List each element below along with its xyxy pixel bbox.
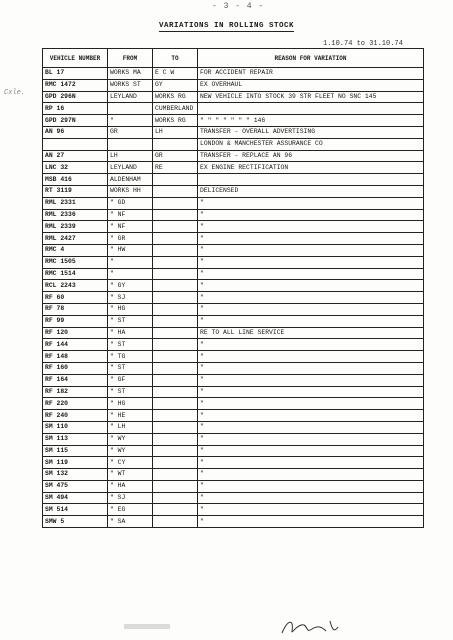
cell-to: WORKS RG	[153, 115, 198, 127]
cell-from: " GY	[108, 280, 153, 292]
cell-from: WORKS HH	[108, 185, 153, 197]
table-row	[43, 410, 424, 422]
table-row	[43, 327, 424, 339]
cell-to	[153, 445, 198, 457]
table-row	[43, 339, 424, 351]
table-row	[43, 492, 424, 504]
cell-reason: "	[198, 268, 424, 280]
table-row	[43, 504, 424, 516]
cell-reason: "	[198, 516, 424, 528]
cell-to	[153, 351, 198, 363]
cell-from: " HA	[108, 327, 153, 339]
cell-to	[153, 315, 198, 327]
cell-from: " HE	[108, 410, 153, 422]
cell-vehicle: RF 99	[43, 315, 108, 327]
cell-from: " NF	[108, 221, 153, 233]
cell-from: " HA	[108, 480, 153, 492]
table-row	[43, 398, 424, 410]
cell-vehicle: RMC 1505	[43, 256, 108, 268]
cell-reason: "	[198, 445, 424, 457]
cell-vehicle: SMW 5	[43, 516, 108, 528]
cell-vehicle: RMC 4	[43, 244, 108, 256]
cell-vehicle: RF 148	[43, 351, 108, 363]
table-row	[43, 185, 424, 197]
cell-vehicle	[43, 138, 108, 150]
header-from: FROM	[108, 49, 153, 68]
header-to: TO	[153, 49, 198, 68]
table-body	[43, 68, 424, 528]
cell-reason: DELICENSED	[198, 185, 424, 197]
cell-from: " WY	[108, 445, 153, 457]
table-row	[43, 68, 424, 80]
header-reason: REASON FOR VARIATION	[198, 49, 424, 68]
table-row	[43, 126, 424, 138]
cell-from: " HG	[108, 398, 153, 410]
cell-to	[153, 398, 198, 410]
cell-reason: "	[198, 256, 424, 268]
margin-note: Cxle.	[4, 89, 26, 97]
cell-vehicle: RT 3119	[43, 185, 108, 197]
cell-to: GY	[153, 79, 198, 91]
cell-vehicle: SM 132	[43, 469, 108, 481]
cell-to	[153, 327, 198, 339]
cell-from: WORKS MA	[108, 68, 153, 80]
cell-vehicle: GPD 297N	[43, 115, 108, 127]
cell-vehicle: LNC 32	[43, 162, 108, 174]
cell-vehicle: RF 144	[43, 339, 108, 351]
cell-vehicle: SM 113	[43, 433, 108, 445]
cell-vehicle: RF 160	[43, 362, 108, 374]
cell-from: " TG	[108, 351, 153, 363]
cell-to	[153, 303, 198, 315]
cell-reason: "	[198, 457, 424, 469]
cell-from: " GD	[108, 197, 153, 209]
table-row	[43, 516, 424, 528]
cell-vehicle: AN 96	[43, 126, 108, 138]
cell-vehicle: RF 120	[43, 327, 108, 339]
cell-vehicle: SM 494	[43, 492, 108, 504]
cell-to	[153, 469, 198, 481]
cell-reason: "	[198, 197, 424, 209]
cell-to	[153, 185, 198, 197]
cell-to	[153, 209, 198, 221]
table-row	[43, 91, 424, 103]
cell-vehicle: RCL 2243	[43, 280, 108, 292]
table-row	[43, 174, 424, 186]
cell-vehicle: SM 475	[43, 480, 108, 492]
cell-reason: "	[198, 362, 424, 374]
cell-vehicle: RF 220	[43, 398, 108, 410]
cell-vehicle: RMC 1472	[43, 79, 108, 91]
cell-to	[153, 339, 198, 351]
cell-to	[153, 386, 198, 398]
cell-from: " SA	[108, 516, 153, 528]
table-row	[43, 268, 424, 280]
cell-vehicle: RML 2427	[43, 233, 108, 245]
cell-to: LH	[153, 126, 198, 138]
cell-to: E C W	[153, 68, 198, 80]
cell-to	[153, 480, 198, 492]
cell-to	[153, 197, 198, 209]
cell-from: " NF	[108, 209, 153, 221]
cell-from: "	[108, 268, 153, 280]
table-row	[43, 457, 424, 469]
cell-reason: "	[198, 280, 424, 292]
table-row	[43, 162, 424, 174]
table-row	[43, 351, 424, 363]
cell-reason: "	[198, 504, 424, 516]
table-row	[43, 197, 424, 209]
cell-reason	[198, 103, 424, 115]
cell-vehicle: RML 2331	[43, 197, 108, 209]
cell-reason: "	[198, 480, 424, 492]
date-range: 1.10.74 to 31.10.74	[323, 40, 403, 48]
table-row	[43, 138, 424, 150]
cell-vehicle: AN 27	[43, 150, 108, 162]
cell-reason: EX OVERHAUL	[198, 79, 424, 91]
cell-reason: "	[198, 292, 424, 304]
cell-to	[153, 433, 198, 445]
table-row	[43, 303, 424, 315]
cell-reason: NEW VEHICLE INTO STOCK 39 STR FLEET NO SNC 145	[198, 91, 424, 103]
cell-reason: EX ENGINE RECTIFICATION	[198, 162, 424, 174]
cell-from: " ST	[108, 339, 153, 351]
table-header-row	[43, 49, 424, 68]
cell-reason: "	[198, 351, 424, 363]
cell-from: " GF	[108, 374, 153, 386]
cell-to	[153, 292, 198, 304]
cell-vehicle: RF 182	[43, 386, 108, 398]
cell-from	[108, 138, 153, 150]
cell-vehicle: RP 16	[43, 103, 108, 115]
cell-from: " ST	[108, 315, 153, 327]
cell-from: ALDENHAM	[108, 174, 153, 186]
table-row	[43, 292, 424, 304]
cell-reason: "	[198, 303, 424, 315]
cell-from: LEYLAND	[108, 91, 153, 103]
table-row	[43, 480, 424, 492]
cell-from: " ST	[108, 386, 153, 398]
cell-to	[153, 374, 198, 386]
footer-stamp	[124, 624, 170, 629]
cell-from: " SJ	[108, 492, 153, 504]
cell-to	[153, 421, 198, 433]
cell-to: WORKS RG	[153, 91, 198, 103]
cell-reason: "	[198, 374, 424, 386]
cell-vehicle: GPD 296N	[43, 91, 108, 103]
cell-vehicle: RF 78	[43, 303, 108, 315]
table-row	[43, 103, 424, 115]
cell-vehicle: MSB 416	[43, 174, 108, 186]
cell-to	[153, 504, 198, 516]
cell-reason: "	[198, 433, 424, 445]
cell-vehicle: RML 2339	[43, 221, 108, 233]
table-row	[43, 221, 424, 233]
cell-to	[153, 457, 198, 469]
page-number: - 3 - 4 -	[212, 2, 265, 11]
header-vehicle: VEHICLE NUMBER	[43, 49, 108, 68]
cell-reason: "	[198, 492, 424, 504]
table-row	[43, 421, 424, 433]
cell-to	[153, 256, 198, 268]
cell-to: CUMBERLAND	[153, 103, 198, 115]
cell-reason: " " " " " " " 146	[198, 115, 424, 127]
table-row	[43, 244, 424, 256]
cell-from: LH	[108, 150, 153, 162]
cell-reason: "	[198, 398, 424, 410]
cell-from: " WY	[108, 433, 153, 445]
table-row	[43, 374, 424, 386]
cell-from: " WT	[108, 469, 153, 481]
cell-reason: "	[198, 233, 424, 245]
table-row	[43, 469, 424, 481]
table-row	[43, 362, 424, 374]
cell-reason: "	[198, 469, 424, 481]
table-row	[43, 150, 424, 162]
cell-from: "	[108, 256, 153, 268]
cell-to	[153, 244, 198, 256]
cell-reason: "	[198, 244, 424, 256]
cell-from: "	[108, 115, 153, 127]
cell-vehicle: SM 514	[43, 504, 108, 516]
cell-to: RE	[153, 162, 198, 174]
table-row	[43, 256, 424, 268]
cell-from: LEYLAND	[108, 162, 153, 174]
cell-vehicle: SM 115	[43, 445, 108, 457]
cell-from	[108, 103, 153, 115]
table-row	[43, 115, 424, 127]
cell-to	[153, 410, 198, 422]
cell-reason: "	[198, 339, 424, 351]
cell-to	[153, 233, 198, 245]
cell-to	[153, 516, 198, 528]
table-row	[43, 209, 424, 221]
cell-to	[153, 138, 198, 150]
cell-reason: "	[198, 386, 424, 398]
table-row	[43, 445, 424, 457]
table-row	[43, 386, 424, 398]
cell-reason: LONDON & MANCHESTER ASSURANCE CO	[198, 138, 424, 150]
table-row	[43, 79, 424, 91]
cell-reason: RE TO ALL LINE SERVICE	[198, 327, 424, 339]
signature	[278, 615, 348, 637]
cell-from: " CY	[108, 457, 153, 469]
cell-from: " HG	[108, 303, 153, 315]
cell-from: GR	[108, 126, 153, 138]
cell-vehicle: BL 17	[43, 68, 108, 80]
cell-from: " ST	[108, 362, 153, 374]
cell-reason: "	[198, 421, 424, 433]
cell-from: " EG	[108, 504, 153, 516]
table-row	[43, 280, 424, 292]
cell-to	[153, 492, 198, 504]
cell-reason: "	[198, 315, 424, 327]
cell-from: " GR	[108, 233, 153, 245]
cell-reason: TRANSFER - REPLACE AN 96	[198, 150, 424, 162]
cell-from: " LH	[108, 421, 153, 433]
cell-reason	[198, 174, 424, 186]
cell-from: " SJ	[108, 292, 153, 304]
cell-reason: "	[198, 410, 424, 422]
cell-to: GR	[153, 150, 198, 162]
cell-to	[153, 362, 198, 374]
cell-to	[153, 174, 198, 186]
cell-from: WORKS ST	[108, 79, 153, 91]
table-row	[43, 233, 424, 245]
cell-reason: "	[198, 209, 424, 221]
cell-to	[153, 221, 198, 233]
cell-reason: FOR ACCIDENT REPAIR	[198, 68, 424, 80]
cell-vehicle: RML 2336	[43, 209, 108, 221]
cell-vehicle: SM 119	[43, 457, 108, 469]
cell-from: " HW	[108, 244, 153, 256]
cell-vehicle: RF 240	[43, 410, 108, 422]
cell-vehicle: SM 110	[43, 421, 108, 433]
table-row	[43, 433, 424, 445]
document-title: VARIATIONS IN ROLLING STOCK	[158, 22, 295, 30]
cell-reason: "	[198, 221, 424, 233]
cell-vehicle: RF 60	[43, 292, 108, 304]
cell-reason: TRANSFER - OVERALL ADVERTISING	[198, 126, 424, 138]
cell-vehicle: RF 164	[43, 374, 108, 386]
cell-vehicle: RMC 1514	[43, 268, 108, 280]
table-row	[43, 315, 424, 327]
cell-to	[153, 268, 198, 280]
rolling-stock-table	[42, 48, 424, 528]
cell-to	[153, 280, 198, 292]
